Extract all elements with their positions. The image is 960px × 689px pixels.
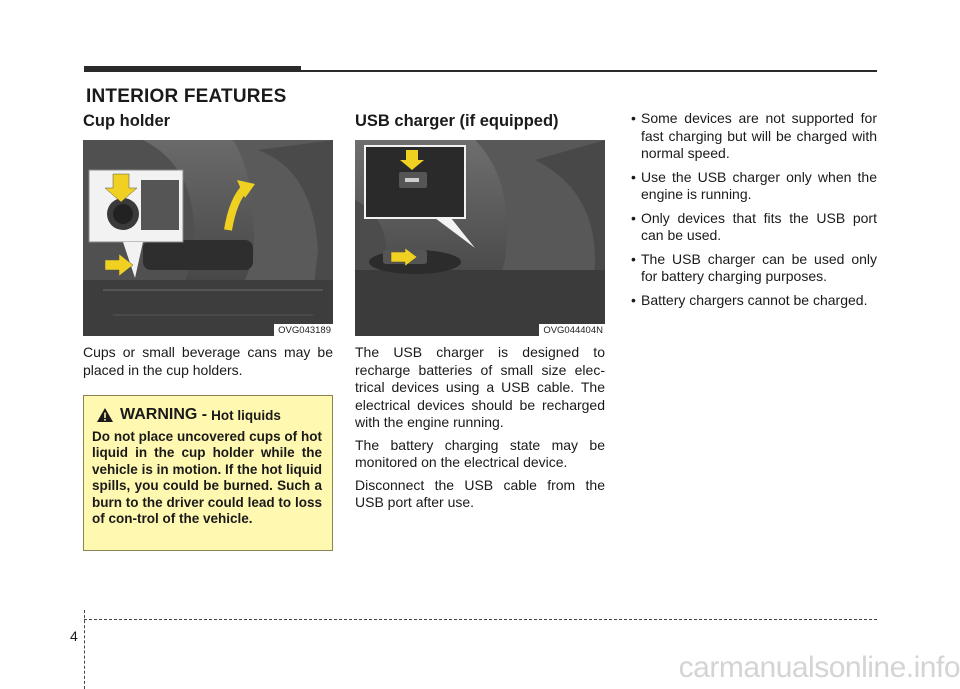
list-item xyxy=(627,110,877,163)
rear-seat-cup-holder-illustration xyxy=(83,140,333,336)
usb-charger-heading: USB charger (if equipped) xyxy=(355,112,559,130)
header-rule-thin xyxy=(301,70,877,72)
bullet-mark: • xyxy=(631,209,636,226)
bullet-mark: • xyxy=(631,168,636,185)
usb-notes-section xyxy=(627,110,877,315)
warning-text: Do not place uncovered cups of hot liquid in the cup holder while the vehicle is in motion. If the hot liquid spills, you could be burned. Such a burn to the driver could lead to loss of con-trol of the vehicle. xyxy=(92,429,322,527)
list-item xyxy=(627,251,877,286)
bullet-mark: • xyxy=(631,291,636,308)
usb-charger-photo xyxy=(355,140,605,336)
list-item-text: Some devices are not supported for fast charging but will be charged with normal speed. xyxy=(641,110,877,161)
usb-charger-paragraph-1: The USB charger is designed to recharge batteries of small size elec-trical devices using a USB cable. The electrical devices should be recharged with the engine running. xyxy=(355,344,605,430)
cup-holder-text: Cups or small beverage cans may be placed in the cup holders. xyxy=(83,344,333,378)
usb-charger-photo-code: OVG044404N xyxy=(539,324,605,336)
cup-holder-photo xyxy=(83,140,333,336)
warning-triangle-icon xyxy=(96,407,114,423)
footer-rule xyxy=(84,619,877,620)
list-item-text: Only devices that fits the USB port can be used. xyxy=(641,209,877,243)
cup-holder-section xyxy=(83,110,333,379)
page-number: 4 xyxy=(70,628,78,644)
site-watermark: carmanualsonline.info xyxy=(678,651,960,684)
list-item-text: Battery chargers cannot be charged. xyxy=(641,291,868,308)
warning-subject: Hot liquids xyxy=(211,407,281,423)
warning-label: WARNING - xyxy=(120,406,208,423)
warning-header xyxy=(92,404,322,426)
cup-holder-heading: Cup holder xyxy=(83,112,171,130)
warning-box xyxy=(83,395,333,551)
bullet-mark: • xyxy=(631,110,636,126)
bullet-mark: • xyxy=(631,250,636,267)
list-item-text: Use the USB charger only when the engine is running. xyxy=(641,168,877,202)
usb-charger-paragraph-3: Disconnect the USB cable from the USB port after use. xyxy=(355,476,605,510)
cup-holder-photo-code: OVG043189 xyxy=(274,324,333,336)
usb-charger-section xyxy=(355,110,605,512)
list-item xyxy=(627,210,877,245)
list-item-text: The USB charger can be used only for battery charging purposes. xyxy=(641,250,877,284)
header-rule-thick xyxy=(84,66,301,72)
footer-margin-line xyxy=(84,610,85,689)
section-title: INTERIOR FEATURES xyxy=(86,86,287,107)
usb-charger-paragraph-2: The battery charging state may be monitored on the electrical device. xyxy=(355,436,605,470)
usb-notes-list xyxy=(627,110,877,309)
list-item xyxy=(627,292,877,310)
rear-armrest-usb-illustration xyxy=(355,140,605,336)
list-item xyxy=(627,169,877,204)
